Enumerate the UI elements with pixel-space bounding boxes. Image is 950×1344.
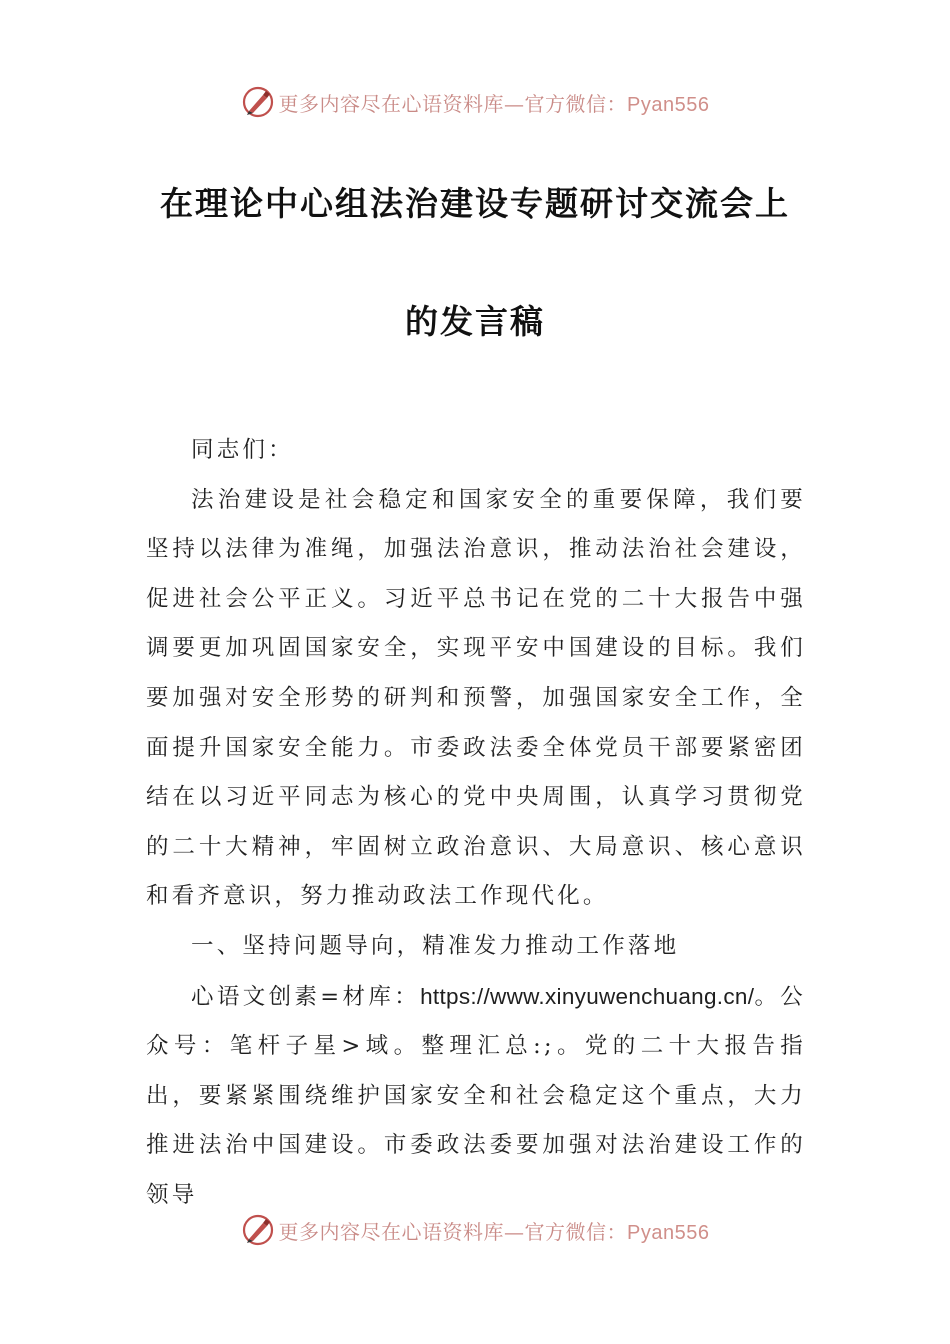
pen-in-circle-icon	[241, 1213, 275, 1247]
watermark-banner-bottom	[0, 1210, 950, 1250]
watermark-banner-top	[0, 82, 950, 122]
source-prefix: 心语文创素=材库：	[191, 983, 421, 1010]
paragraph-2	[146, 972, 806, 1221]
paragraph-2-text: 。公众号：笔杆子星>域。整理汇总:;。党的二十大报告指出，要紧紧围绕维护国家安全和社会稳定这个重点，大力推进法治中国建设。市委政法委要加强对法治建设工作的领导	[146, 983, 806, 1208]
wechat-id: Pyan556	[627, 1221, 710, 1244]
pen-in-circle-icon	[241, 85, 275, 119]
watermark-text: 更多内容尽在心语资料库—官方微信：Pyan556	[278, 91, 710, 116]
document-body	[146, 426, 806, 1221]
source-url: https://www.xinyuwenchuang.cn/	[420, 983, 755, 1009]
wechat-id: Pyan556	[627, 93, 710, 116]
salutation: 同志们：	[191, 437, 294, 463]
section-heading-1: 一、坚持问题导向，精准发力推动工作落地	[191, 932, 680, 959]
paragraph-1: 法治建设是社会稳定和国家安全的重要保障，我们要坚持以法律为准绳，加强法治意识，推动法治社会建设，促进社会公平正义。习近平总书记在党的二十大报告中强调要更加巩固国家安全，实现平安中国建设的目标。我们要加强对安全形势的研判和预警，加强国家安全工作，全面提升国家安全能力。市委政法委全体党员干部要紧密团结在以习近平同志为核心的党中央周围，认真学习贯彻党的二十大精神，牢固树立政治意识、大局意识、核心意识和看齐意识，努力推动政法工作现代化。	[146, 486, 806, 910]
document-title-line-1: 在理论中心组法治建设专题研讨交流会上	[160, 184, 790, 223]
document-title-line-2: 的发言稿	[405, 302, 545, 341]
watermark-text: 更多内容尽在心语资料库—官方微信：Pyan556	[278, 1219, 710, 1244]
